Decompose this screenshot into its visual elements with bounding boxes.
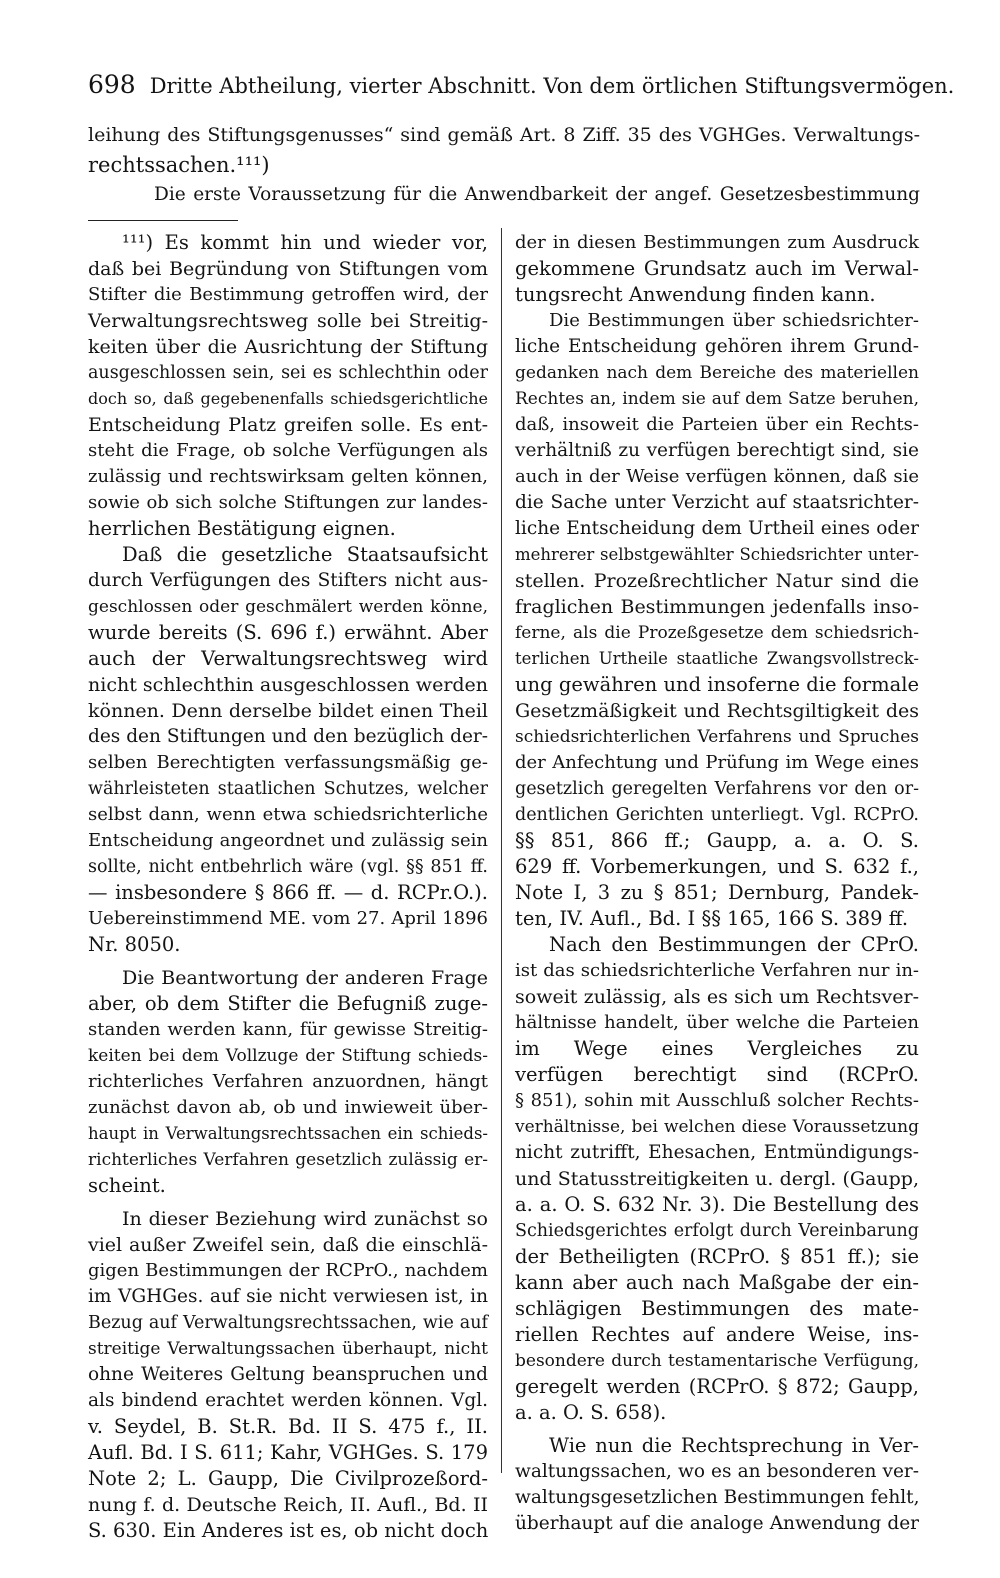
page-number: 698 — [88, 70, 136, 99]
text-line: besondere durch testamentarische Verfügung, — [515, 1351, 919, 1371]
text-line: stellen. Prozeßrechtlicher Natur sind die — [515, 570, 919, 592]
text-line: Uebereinstimmend ME. vom 27. April 1896 — [88, 908, 488, 929]
text-line: streitige Verwaltungssachen überhaupt, nicht — [88, 1339, 488, 1359]
text-line: ferne, als die Prozeßgesetze dem schiedsrich- — [515, 623, 919, 643]
text-line: Note 2; L. Gaupp, Die Civilprozeßord- — [88, 1467, 488, 1490]
text-line: Stifter die Bestimmung getroffen wird, der — [88, 284, 488, 305]
text-line: — insbesondere § 866 ff. — d. RCPr.O.). — [88, 881, 488, 904]
text-line: im Wege eines Vergleiches zu — [515, 1037, 919, 1060]
text-line: terlichen Urtheile staatliche Zwangsvollstreck- — [515, 649, 919, 668]
text-line: als bindend erachtet werden können. Vgl. — [88, 1390, 488, 1411]
text-line: sowie ob sich solche Stiftungen zur landes- — [88, 492, 488, 513]
text-line: verfügen berechtigt sind (RCPrO. — [515, 1063, 919, 1086]
text-line: a. a. O. S. 632 Nr. 3). Die Bestellung des — [515, 1193, 919, 1216]
text-line: die Sache unter Verzicht auf staatsrichter- — [515, 492, 919, 513]
text-line: der Anfechtung und Prüfung im Wege eines — [515, 752, 919, 773]
text-line: zulässig und rechtswirksam gelten können, — [88, 466, 488, 487]
running-head — [88, 70, 955, 101]
text-line: zunächst davon ab, ob und inwieweit über- — [88, 1097, 488, 1118]
text-line: währleisteten staatlichen Schutzes, welcher — [88, 779, 488, 799]
text-line: Schiedsgerichtes erfolgt durch Vereinbarung — [515, 1221, 919, 1241]
text-line: gedanken nach dem Bereiche des materiellen — [515, 363, 919, 383]
text-line: ¹¹¹) Es kommt hin und wieder vor, — [122, 231, 488, 254]
text-line: ung gewähren und insoferne die formale — [515, 673, 919, 696]
text-line: mehrerer selbstgewählter Schiedsrichter unter- — [515, 545, 919, 564]
text-line: richterliches Verfahren anzuordnen, hängt — [88, 1071, 488, 1092]
text-line: Aufl. Bd. I S. 611; Kahr, VGHGes. S. 179 — [88, 1441, 488, 1464]
text-line: 629 ff. Vorbemerkungen, und S. 632 f., — [515, 855, 919, 878]
text-line: des den Stiftungen und den bezüglich der- — [88, 726, 488, 747]
text-line: waltungssachen, wo es an besonderen ver- — [515, 1461, 919, 1482]
text-line: keiten bei dem Vollzuge der Stiftung schieds- — [88, 1046, 488, 1066]
text-line: Die erste Voraussetzung für die Anwendbarkeit der angef. Gesetzesbestimmung — [154, 184, 920, 205]
footnote-right-column — [515, 230, 919, 1537]
text-line: richterliches Verfahren gesetzlich zulässig er- — [88, 1150, 488, 1170]
column-divider — [501, 228, 502, 1473]
text-line: Entscheidung Platz greifen solle. Es ent- — [88, 414, 488, 436]
text-line: der in diesen Bestimmungen zum Ausdruck — [515, 232, 919, 253]
text-line: Die Beantwortung der anderen Frage — [122, 967, 488, 989]
text-line: aber, ob dem Stifter die Befugniß zuge- — [88, 992, 488, 1015]
text-line: liche Entscheidung dem Urtheil eines oder — [515, 518, 919, 539]
text-line: kann aber auch nach Maßgabe der ein- — [515, 1271, 919, 1294]
text-line: In dieser Beziehung wird zunächst so — [122, 1208, 488, 1230]
text-line: im VGHGes. auf sie nicht verwiesen ist, in — [88, 1286, 488, 1307]
text-line: Nr. 8050. — [88, 933, 181, 956]
text-line: soweit zulässig, als es sich um Rechtsver- — [515, 986, 919, 1008]
text-line: hältnisse handelt, über welche die Parteien — [515, 1012, 919, 1033]
text-line: durch Verfügungen des Stifters nicht aus- — [88, 570, 488, 591]
text-line: a. a. O. S. 658). — [515, 1401, 667, 1424]
text-line: geregelt werden (RCPrO. § 872; Gaupp, — [515, 1375, 919, 1398]
text-line: riellen Rechtes auf andere Weise, ins- — [515, 1323, 919, 1346]
text-line: nicht schlechthin ausgeschlossen werden — [88, 674, 489, 696]
text-line: tungsrecht Anwendung finden kann. — [515, 283, 876, 306]
text-line: Wie nun die Rechtsprechung in Ver- — [549, 1434, 919, 1457]
text-line: verhältnisse, bei welchen diese Voraussetzung — [515, 1117, 919, 1137]
text-line: Gesetzmäßigkeit und Rechtsgiltigkeit des — [515, 700, 919, 722]
text-line: Nach den Bestimmungen der CPrO. — [549, 933, 919, 956]
text-line: § 851), sohin mit Ausschluß solcher Rechts- — [515, 1090, 919, 1111]
text-line: ohne Weiteres Geltung beanspruchen und — [88, 1364, 488, 1385]
text-line: ausgeschlossen sein, sei es schlechthin oder — [88, 363, 488, 383]
text-line: überhaupt auf die analoge Anwendung der — [515, 1513, 919, 1534]
text-line: waltungsgesetzlichen Bestimmungen fehlt, — [515, 1487, 920, 1508]
text-line: Note I, 3 zu § 851; Dernburg, Pandek- — [515, 881, 919, 904]
text-line: der Betheiligten (RCPrO. § 851 ff.); sie — [515, 1245, 919, 1268]
text-line: Die Bestimmungen über schiedsrichter- — [549, 310, 919, 331]
text-line: standen werden kann, für gewisse Streitig- — [88, 1019, 488, 1040]
text-line: gigen Bestimmungen der RCPrO., nachdem — [88, 1260, 488, 1281]
text-line: dentlichen Gerichten unterliegt. Vgl. RCPrO. — [515, 805, 919, 825]
text-line: rechtssachen.¹¹¹) — [88, 153, 270, 177]
text-line: Bezug auf Verwaltungsrechtssachen, wie auf — [88, 1313, 488, 1333]
text-line: schlägigen Bestimmungen des mate- — [515, 1297, 919, 1320]
text-line: fraglichen Bestimmungen jedenfalls inso- — [515, 596, 919, 618]
text-line: selbst dann, wenn etwa schiedsrichterliche — [88, 804, 488, 825]
intro-text — [88, 120, 920, 210]
text-line: ten, IV. Aufl., Bd. I §§ 165, 166 S. 389 ff. — [515, 907, 909, 930]
text-line: scheint. — [88, 1174, 166, 1197]
text-line: S. 630. Ein Anderes ist es, ob nicht doch — [88, 1519, 489, 1542]
text-line: sollte, nicht entbehrlich wäre (vgl. §§ 851 ff. — [88, 857, 488, 877]
text-line: Daß die gesetzliche Staatsaufsicht — [122, 543, 488, 566]
text-line: herrlichen Bestätigung eignen. — [88, 517, 396, 540]
text-line: nicht zutrifft, Ehesachen, Entmündigungs- — [515, 1142, 919, 1163]
text-line: §§ 851, 866 ff.; Gaupp, a. a. O. S. — [515, 829, 919, 852]
text-line: steht die Frage, ob solche Verfügungen als — [88, 440, 488, 461]
text-line: v. Seydel, B. St.R. Bd. II S. 475 f., II. — [88, 1415, 488, 1438]
footnote-rule — [88, 220, 238, 221]
text-line: viel außer Zweifel sein, daß die einschlä- — [88, 1234, 488, 1256]
text-line: keiten über die Ausrichtung der Stiftung — [88, 336, 488, 358]
text-line: daß bei Begründung von Stiftungen vom — [88, 258, 488, 280]
footnote-left-column — [88, 230, 488, 1544]
text-line: geschlossen oder geschmälert werden könne, — [88, 597, 488, 617]
text-line: ist das schiedsrichterliche Verfahren nur in- — [515, 960, 919, 981]
text-line: Entscheidung angeordnet und zulässig sein — [88, 830, 488, 851]
text-line: auch der Verwaltungsrechtsweg wird — [88, 647, 488, 670]
text-line: liche Entscheidung gehören ihrem Grund- — [515, 336, 919, 357]
text-line: haupt in Verwaltungsrechtssachen ein schieds- — [88, 1124, 488, 1143]
running-title: Dritte Abtheilung, vierter Abschnitt. Von dem örtlichen Stiftungsvermögen. — [149, 74, 955, 98]
text-line: Verwaltungsrechtsweg solle bei Streitig- — [88, 310, 488, 332]
text-line: gesetzlich geregelten Verfahrens vor den or- — [515, 779, 919, 799]
text-line: daß, insoweit die Parteien über ein Rechts- — [515, 414, 919, 435]
text-line: auch in der Weise verfügen können, daß sie — [515, 466, 919, 487]
text-line: wurde bereits (S. 696 f.) erwähnt. Aber — [88, 621, 488, 644]
text-line: nung f. d. Deutsche Reich, II. Aufl., Bd. II — [88, 1494, 488, 1516]
text-line: und Statusstreitigkeiten u. dergl. (Gaupp, — [515, 1168, 919, 1190]
text-line: verhältniß zu verfügen berechtigt sind, sie — [515, 440, 919, 461]
text-line: können. Denn derselbe bildet einen Theil — [88, 700, 488, 722]
text-line: leihung des Stiftungsgenusses“ sind gemäß Art. 8 Ziff. 35 des VGHGes. Verwaltungs- — [88, 124, 920, 146]
text-line: Rechtes an, indem sie auf dem Satze beruhen, — [515, 389, 919, 409]
text-line: gekommene Grundsatz auch im Verwal- — [515, 257, 919, 280]
text-line: schiedsrichterlichen Verfahrens und Spruches — [515, 727, 919, 747]
text-line: doch so, daß gegebenenfalls schiedsgerichtliche — [88, 389, 488, 408]
text-line: selben Berechtigten verfassungsmäßig ge- — [88, 752, 488, 773]
